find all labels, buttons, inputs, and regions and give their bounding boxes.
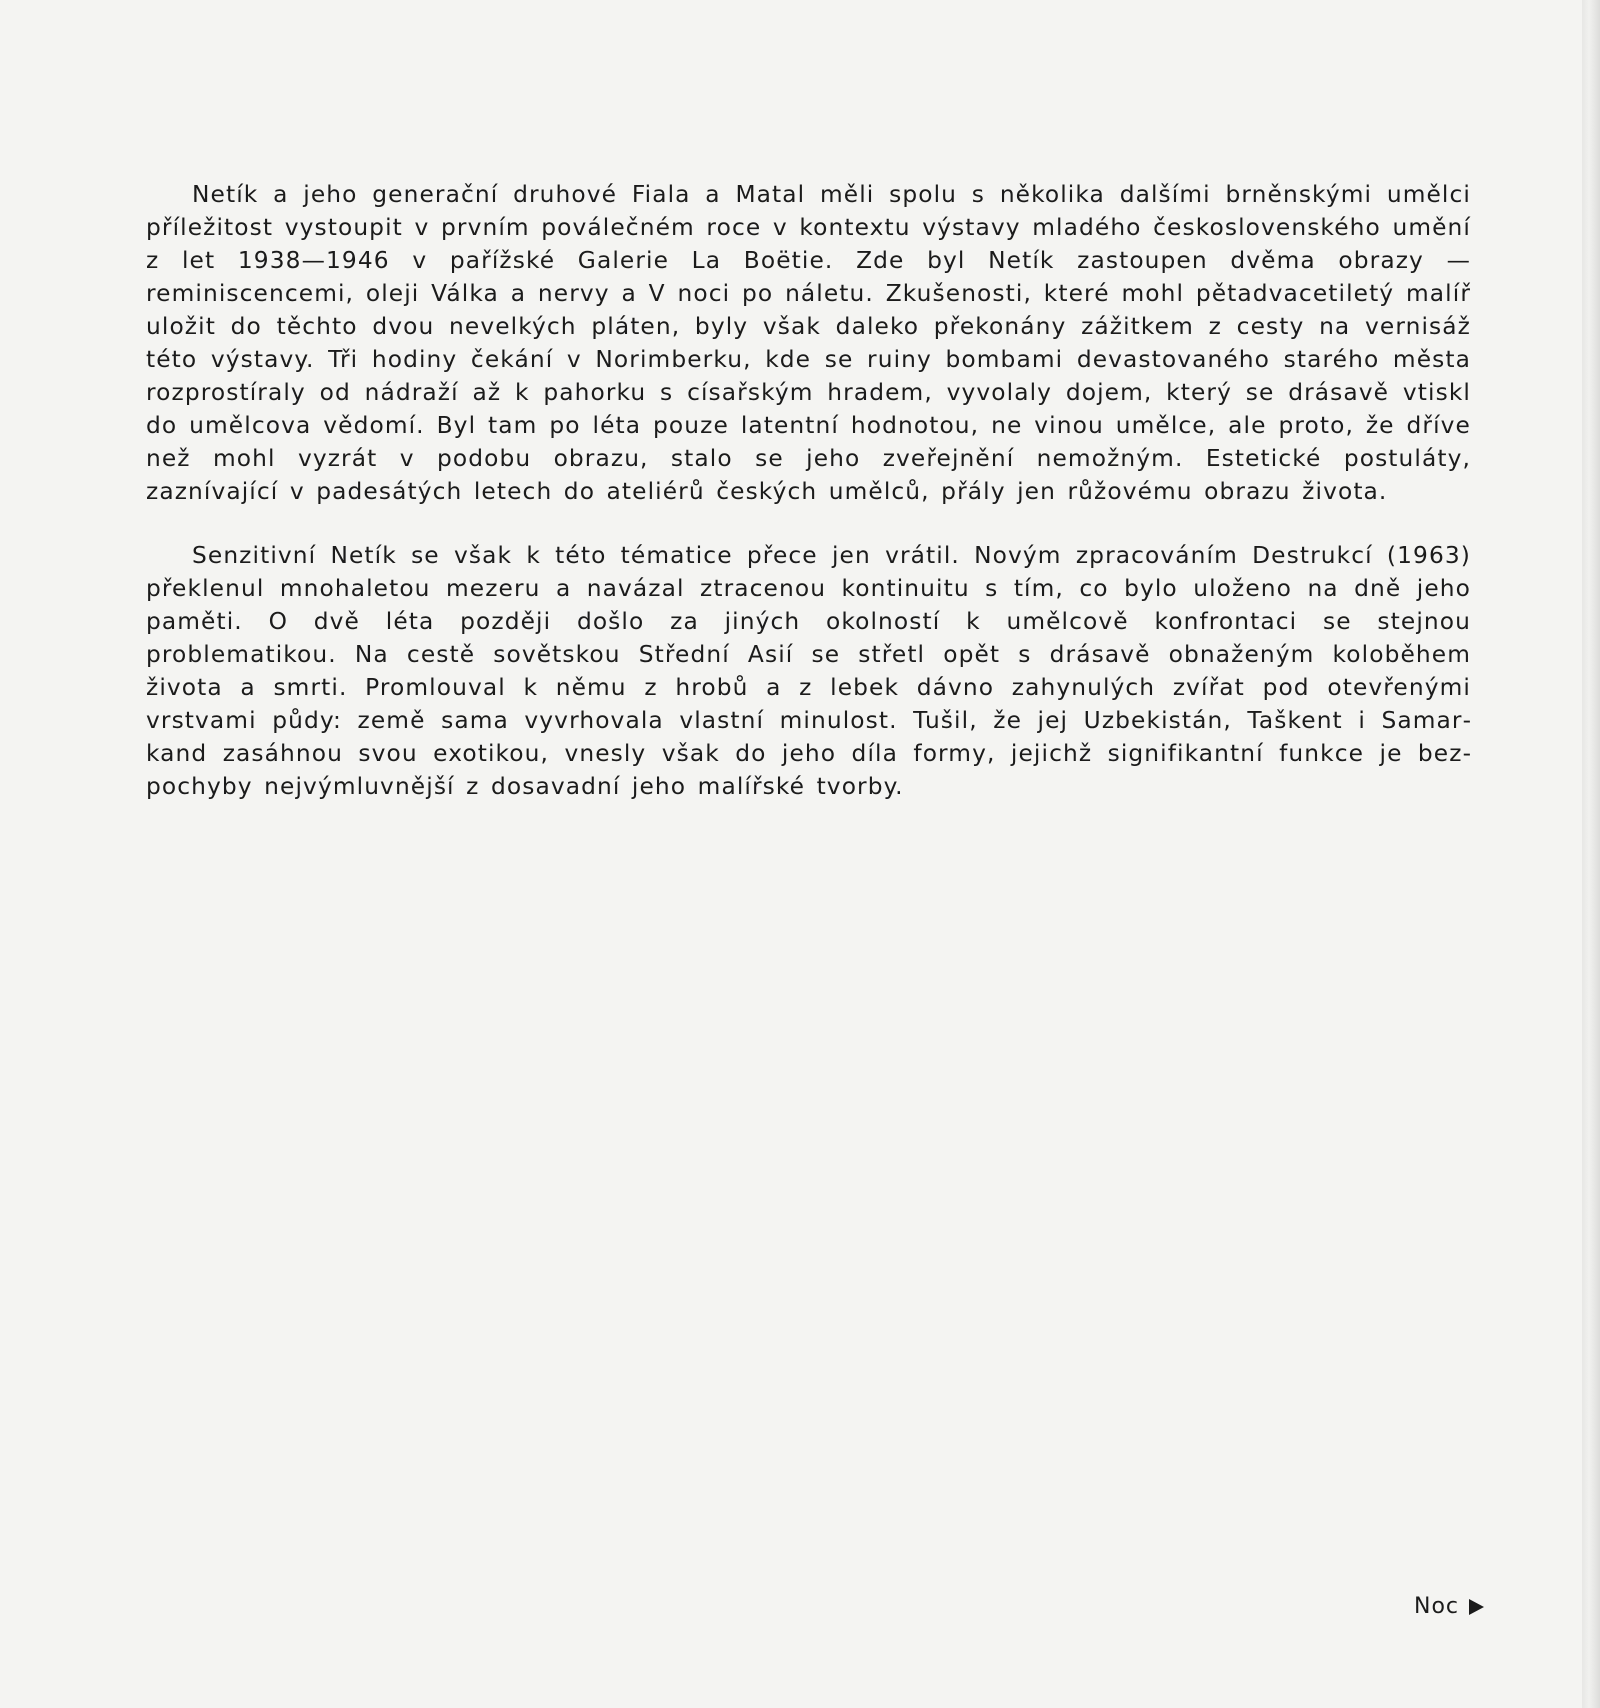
body-text bbox=[146, 178, 1471, 834]
paragraph-2: Senzitivní Netík se však k této tématice přece jen vrátil. Novým zpracováním Destrukcí (1963) překlenul mnohaletou mezeru a navázal ztracenou kontinuitu s tím, co bylo uloženo na dně jeho paměti. O dvě léta později došlo za jiných okolností k umělcově konfrontaci se stejnou problematikou. Na cestě sovětskou Střední Asií se střetl opět s drásavě obnaženým koloběhem života a smrti. Promlouval k němu z hrobů a z lebek dávno zahynulých zvířat pod otevřenými vrstvami půdy: země sama vyvrhovala vlastní minulost. Tušil, že jej Uzbekistán, Taškent i Samarkand zasáhnou svou exotikou, vnesly však do jeho díla formy, jejichž signifikantní funkce je bezpochyby nejvýmluvnější z dosavadní jeho malířské tvorby. bbox=[146, 542, 1471, 800]
next-page-link[interactable] bbox=[1414, 1594, 1484, 1619]
paragraph-1: Netík a jeho generační druhové Fiala a Matal měli spolu s několika dalšími brněnskými umělci příležitost vystoupit v prvním poválečném roce v kontextu výstavy mladého československého umění z let 1938—1946 v pařížské Galerie La Boëtie. Zde byl Netík zastoupen dvěma obrazy — reminiscencemi, oleji Válka a nervy a V noci po náletu. Zkušenosti, které mohl pětadvacetiletý malíř uložit do těchto dvou nevelkých pláten, byly však daleko překonány zážitkem z cesty na vernisáž této výstavy. Tři hodiny čekání v Norimberku, kde se ruiny bombami devastovaného starého města rozprostíraly od nádraží až k pahorku s císařským hradem, vyvolaly dojem, který se drásavě vtiskl do umělcova vědomí. Byl tam po léta pouze latentní hodnotou, ne vinou umělce, ale proto, že dříve než mohl vyzrát v podobu obrazu, stalo se jeho zveřejnění nemožným. Estetické postuláty, zaznívající v padesátých letech do ateliérů českých umělců, přály jen růžovému obrazu života. bbox=[146, 181, 1471, 505]
next-page-label: Noc bbox=[1413, 1594, 1459, 1619]
play-arrow-icon bbox=[1469, 1599, 1484, 1615]
page-edge bbox=[1582, 0, 1600, 1708]
